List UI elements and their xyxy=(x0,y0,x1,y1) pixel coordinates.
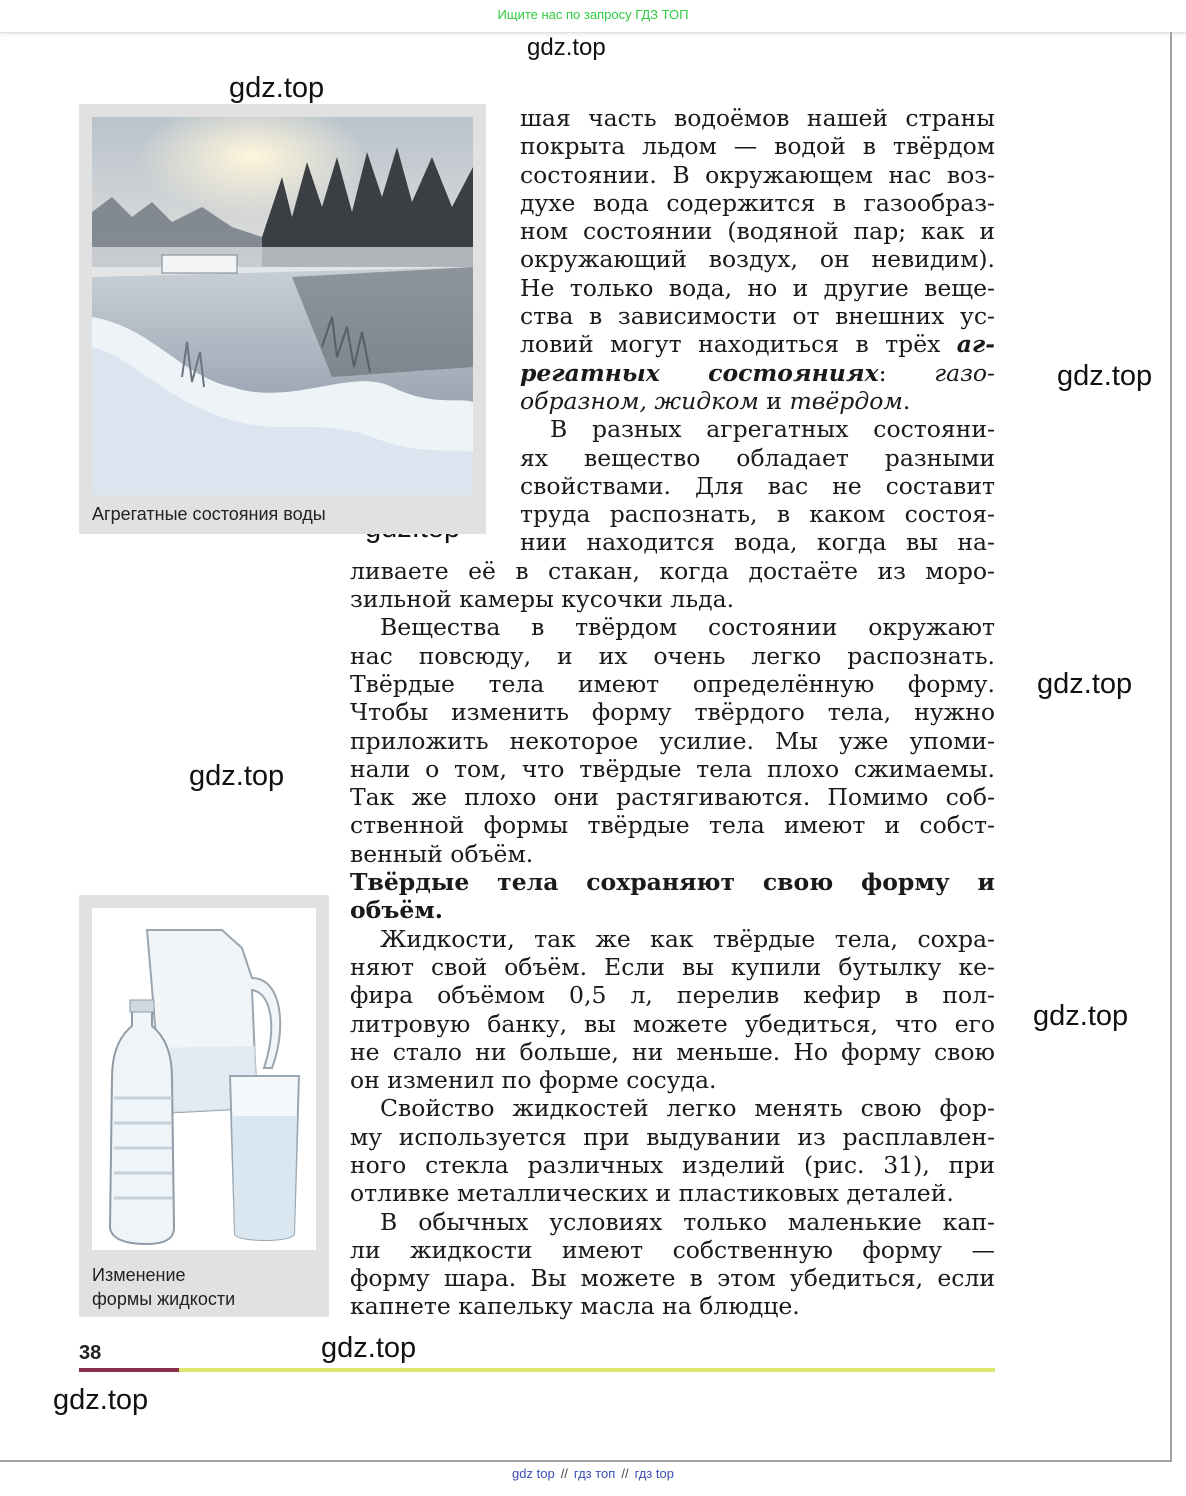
text-line: Свойство жидкостей легко менять свою фор- xyxy=(380,1094,995,1123)
figure-liquid-shape xyxy=(79,895,329,1317)
text-line: зильной камеры кусочки льда. xyxy=(350,585,735,614)
paragraph xyxy=(350,1094,995,1207)
text-line: Жидкости, так же как твёрдые тела, сохра- xyxy=(380,924,995,953)
italic-word: газо- xyxy=(934,358,995,387)
text-line: свойствами. Для вас не составит xyxy=(520,471,995,500)
top-banner[interactable] xyxy=(0,0,1186,33)
banner-text[interactable]: Ищите нас по запросу ГДЗ ТОП xyxy=(497,7,689,22)
text-line: В обычных условиях только маленькие кап- xyxy=(380,1207,995,1236)
text-line: литровую банку, вы можете убедиться, что его xyxy=(350,1009,995,1038)
text-line: капнете капельку масла на блюдце. xyxy=(350,1292,800,1321)
watermark: gdz.top xyxy=(1057,360,1153,392)
watermark: gdz.top xyxy=(53,1384,149,1416)
footer-rule-accent xyxy=(79,1368,179,1372)
text-line: нали о том, что твёрдые тела плохо сжимаемы. xyxy=(350,754,995,783)
text-line: Твёрдые тела имеют определённую форму. xyxy=(350,669,995,698)
watermark: gdz.top xyxy=(1033,1000,1129,1032)
water-vessels-photo xyxy=(92,908,316,1250)
term: аг- xyxy=(956,330,995,359)
text-line: ях вещество обладает разными xyxy=(520,443,995,472)
paragraph xyxy=(350,1208,995,1321)
text-line xyxy=(350,330,995,358)
footer-link[interactable]: гдз топ xyxy=(573,1466,616,1481)
text-line: ства в зависимости от внешних ус- xyxy=(520,302,995,331)
paragraph xyxy=(350,925,995,1095)
figure-caption: Агрегатные состояния воды xyxy=(92,504,326,524)
text-line: духе вода содержится в газообраз- xyxy=(520,188,995,217)
paragraph xyxy=(350,415,995,613)
text-run: . xyxy=(902,386,911,415)
text-run: и xyxy=(758,386,790,415)
text-line: Не только вода, но и другие веще- xyxy=(520,273,995,302)
paragraph xyxy=(350,104,995,415)
text-line: форму шара. Вы можете в этом убедиться, если xyxy=(350,1264,995,1293)
rule-statement xyxy=(350,868,995,925)
text-line: шая часть водоёмов нашей страны xyxy=(520,104,995,132)
text-line: нас повсюду, и их очень легко распознать. xyxy=(350,641,995,670)
text-line: нии находится вода, когда вы на- xyxy=(520,528,995,557)
bottom-footer xyxy=(0,1466,1186,1490)
text-line: отливке металлических и пластиковых деталей. xyxy=(350,1179,954,1208)
text-line xyxy=(350,359,995,387)
text-line: не стало ни больше, ни меньше. Но форму свою xyxy=(350,1037,995,1066)
page-number: 38 xyxy=(79,1342,102,1364)
text-run: : xyxy=(878,358,935,387)
watermark: gdz.top xyxy=(321,1332,417,1364)
text-line: Так же плохо они растягиваются. Помимо соб- xyxy=(350,783,995,812)
text-line: ственной формы твёрдые тела имеют и собст- xyxy=(350,811,995,840)
text-line: няют свой объём. Если вы купили бутылку ке- xyxy=(350,952,995,981)
text-line: покрыта льдом — водой в твёрдом xyxy=(520,132,995,161)
watermark: gdz.top xyxy=(527,34,606,61)
footer-separator: // xyxy=(560,1466,568,1481)
text-line: фира объёмом 0,5 л, перелив кефир в пол- xyxy=(350,981,995,1010)
main-text xyxy=(350,104,995,1321)
text-line: труда распознать, в каком состоя- xyxy=(520,500,995,529)
footer-link[interactable]: gdz top xyxy=(512,1466,555,1481)
watermark: gdz.top xyxy=(229,72,325,104)
text-line: он изменил по форме сосуда. xyxy=(350,1066,717,1095)
caption-line: формы жидкости xyxy=(92,1289,236,1309)
watermark: gdz.top xyxy=(189,760,285,792)
text-line: Чтобы изменить форму твёрдого тела, нужно xyxy=(350,698,995,727)
italic-word: твёрдом xyxy=(789,386,903,415)
footer-separator: // xyxy=(621,1466,629,1481)
text-run: ловий могут находиться в трёх xyxy=(520,330,957,359)
text-line: окружающий воздух, он невидим). xyxy=(520,245,995,274)
text-line: приложить некоторое усилие. Мы уже упоми- xyxy=(350,726,995,755)
text-line: объём. xyxy=(350,896,443,925)
figure-caption xyxy=(92,1263,235,1311)
text-line xyxy=(350,387,995,415)
text-line: ного стекла различных изделий (рис. 31), при xyxy=(350,1150,995,1179)
term: регатных состояниях xyxy=(520,358,879,387)
watermark: gdz.top xyxy=(1037,668,1133,700)
paragraph xyxy=(350,613,995,868)
text-line: ливаете её в стакан, когда достаёте из моро- xyxy=(350,556,995,585)
text-line: венный объём. xyxy=(350,839,534,868)
italic-word: образном, жидком xyxy=(520,386,759,415)
caption-line: Изменение xyxy=(92,1265,186,1285)
footer-rule xyxy=(179,1368,995,1372)
text-line: В разных агрегатных состояни- xyxy=(550,415,995,444)
text-line: ном состоянии (водяной пар; как и xyxy=(520,217,995,246)
text-line: ли жидкости имеют собственную форму — xyxy=(350,1235,995,1264)
text-line: Вещества в твёрдом состоянии окружают xyxy=(380,613,995,642)
text-line: му используется при выдувании из расплавлен- xyxy=(350,1122,995,1151)
footer-link[interactable]: гдз top xyxy=(634,1466,674,1481)
text-line: Твёрдые тела сохраняют свою форму и xyxy=(350,868,995,897)
text-line: состоянии. В окружающем нас воз- xyxy=(520,160,995,189)
